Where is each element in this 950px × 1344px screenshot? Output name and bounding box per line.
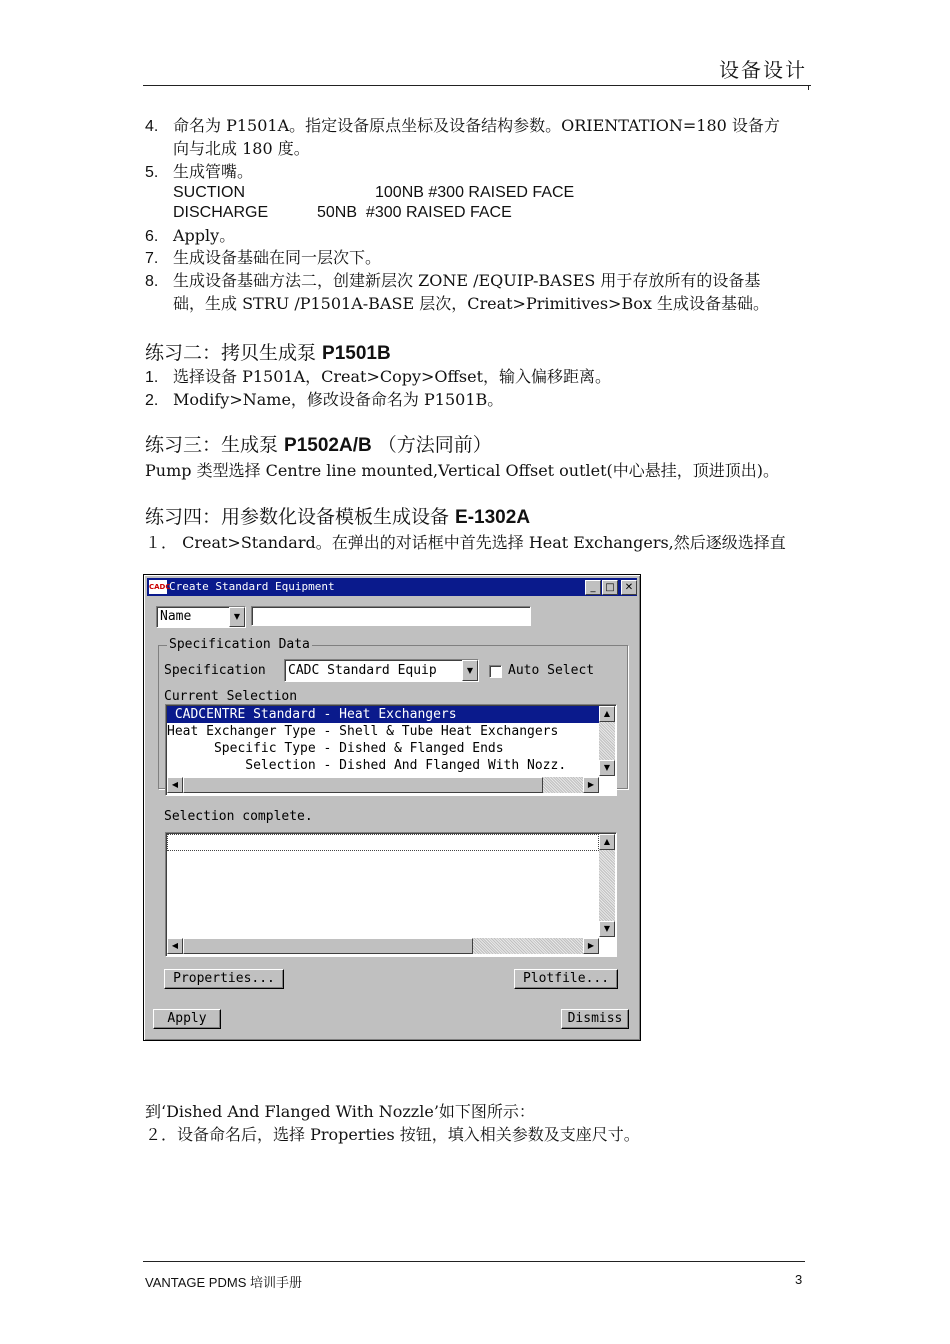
discharge-value: 50NB #300 RAISED FACE	[317, 204, 512, 221]
minimize-button[interactable]: _	[585, 580, 601, 595]
step-number: 4.	[145, 118, 159, 135]
chevron-down-icon[interactable]: ▼	[462, 660, 478, 681]
auto-select-label: Auto Select	[508, 663, 595, 678]
exercise-3-heading: 练习三：生成泵 P1502A/B （方法同前）	[145, 434, 492, 456]
dialog-title: Create Standard Equipment	[169, 580, 335, 593]
step-text: 生成设备基础方法二，创建新层次 ZONE /EQUIP-BASES 用于存放所有的设备基	[173, 271, 761, 290]
step-text: 生成管嘴。	[173, 162, 254, 181]
step-7	[145, 247, 381, 270]
suction-value: 100NB #300 RAISED FACE	[375, 184, 575, 201]
step-text: Apply。	[173, 226, 236, 245]
exercise-3-text: Pump 类型选择 Centre line mounted,Vertical Offset outlet(中心悬挂，顶进顶出)。	[145, 461, 780, 480]
header-divider-tick	[808, 85, 809, 90]
step-number: 8.	[145, 273, 159, 290]
step-4	[145, 115, 780, 138]
exercise-4-step-1: １． Creat>Standard。在弹出的对话框中首先选择 Heat Exchangers,然后逐级选择直	[145, 533, 786, 552]
scroll-left-icon[interactable]: ◀	[167, 777, 183, 793]
name-combo[interactable]	[156, 606, 246, 628]
exercise-4-step-2: ２．设备命名后，选择 Properties 按钮，填入相关参数及支座尺寸。	[145, 1125, 640, 1144]
specification-label: Specification	[164, 663, 266, 678]
scroll-down-icon[interactable]: ▼	[599, 921, 615, 937]
footer-divider	[143, 1261, 805, 1262]
current-selection-list[interactable]	[165, 704, 617, 796]
footer-manual-title: VANTAGE PDMS 培训手册	[145, 1275, 302, 1290]
exercise-2-step-2: 2. Modify>Name，修改设备命名为 P1501B。	[145, 390, 504, 409]
scroll-thumb[interactable]	[183, 777, 543, 793]
output-text-area[interactable]	[165, 832, 617, 957]
current-selection-rows	[167, 706, 599, 776]
maximize-button[interactable]: □	[602, 580, 618, 595]
specification-combo-value: CADC Standard Equip	[288, 663, 437, 678]
step-text: 命名为 P1501A。指定设备原点坐标及设备结构参数。ORIENTATION=180 设备方	[173, 116, 780, 135]
header-divider	[143, 85, 811, 86]
vertical-scrollbar[interactable]	[599, 834, 615, 937]
page-header-title: 设备设计	[719, 58, 807, 82]
apply-button[interactable]: Apply	[153, 1009, 221, 1029]
horizontal-scrollbar[interactable]	[167, 938, 599, 954]
step-text: 生成设备基础在同一层次下。	[173, 248, 382, 267]
plotfile-button[interactable]: Plotfile...	[514, 969, 618, 989]
scroll-down-icon[interactable]: ▼	[599, 760, 615, 776]
list-item[interactable]: Specific Type - Dished & Flanged Ends	[167, 741, 504, 756]
step-number: 6.	[145, 228, 159, 245]
vertical-scrollbar[interactable]	[599, 706, 615, 776]
exercise-4-heading: 练习四：用参数化设备模板生成设备 E-1302A	[145, 506, 531, 528]
exercise-2-heading: 练习二：拷贝生成泵 P1501B	[145, 342, 391, 364]
step-number: 7.	[145, 250, 159, 267]
scroll-right-icon[interactable]: ▶	[583, 938, 599, 954]
specification-data-title: Specification Data	[169, 637, 310, 652]
suction-label: SUCTION	[173, 184, 245, 201]
name-combo-value: Name	[160, 609, 192, 624]
step-4-continued: 向与北成 180 度。	[173, 139, 310, 158]
chevron-down-icon[interactable]: ▼	[229, 607, 245, 627]
exercise-4-continuation: 到‘Dished And Flanged With Nozzle’如下图所示：	[145, 1102, 535, 1121]
step-5	[145, 161, 253, 184]
exercise-2-step-1: 1. 选择设备 P1501A，Creat>Copy>Offset，输入偏移距离。	[145, 367, 612, 386]
scroll-right-icon[interactable]: ▶	[583, 777, 599, 793]
discharge-label: DISCHARGE	[173, 204, 269, 221]
auto-select-checkbox[interactable]	[489, 665, 502, 678]
status-text: Selection complete.	[164, 809, 313, 824]
focus-line	[167, 834, 599, 851]
current-selection-label: Current Selection	[164, 689, 298, 704]
list-item[interactable]: Selection - Dished And Flanged With Nozz.	[167, 758, 567, 773]
close-button[interactable]: ✕	[621, 580, 637, 595]
horizontal-scrollbar[interactable]	[167, 777, 599, 793]
step-6	[145, 225, 235, 248]
step-8	[145, 270, 760, 293]
specification-combo[interactable]	[284, 659, 479, 682]
cadc-logo-icon: CADC	[149, 580, 167, 594]
name-input[interactable]	[251, 606, 531, 626]
scroll-up-icon[interactable]: ▲	[599, 706, 615, 722]
create-standard-equipment-dialog	[143, 574, 641, 1041]
step-number: 5.	[145, 164, 159, 181]
step-8-continued: 础，生成 STRU /P1501A-BASE 层次，Creat>Primitives>Box 生成设备基础。	[173, 294, 769, 313]
properties-button[interactable]: Properties...	[164, 969, 284, 989]
dialog-titlebar[interactable]	[147, 578, 637, 596]
scroll-thumb[interactable]	[183, 938, 473, 954]
dismiss-button[interactable]: Dismiss	[561, 1009, 629, 1029]
page-number: 3	[795, 1272, 803, 1287]
scroll-left-icon[interactable]: ◀	[167, 938, 183, 954]
list-item[interactable]: CADCENTRE Standard - Heat Exchangers	[167, 706, 599, 723]
list-item[interactable]: Heat Exchanger Type - Shell & Tube Heat Exchangers	[167, 724, 559, 739]
scroll-up-icon[interactable]: ▲	[599, 834, 615, 850]
